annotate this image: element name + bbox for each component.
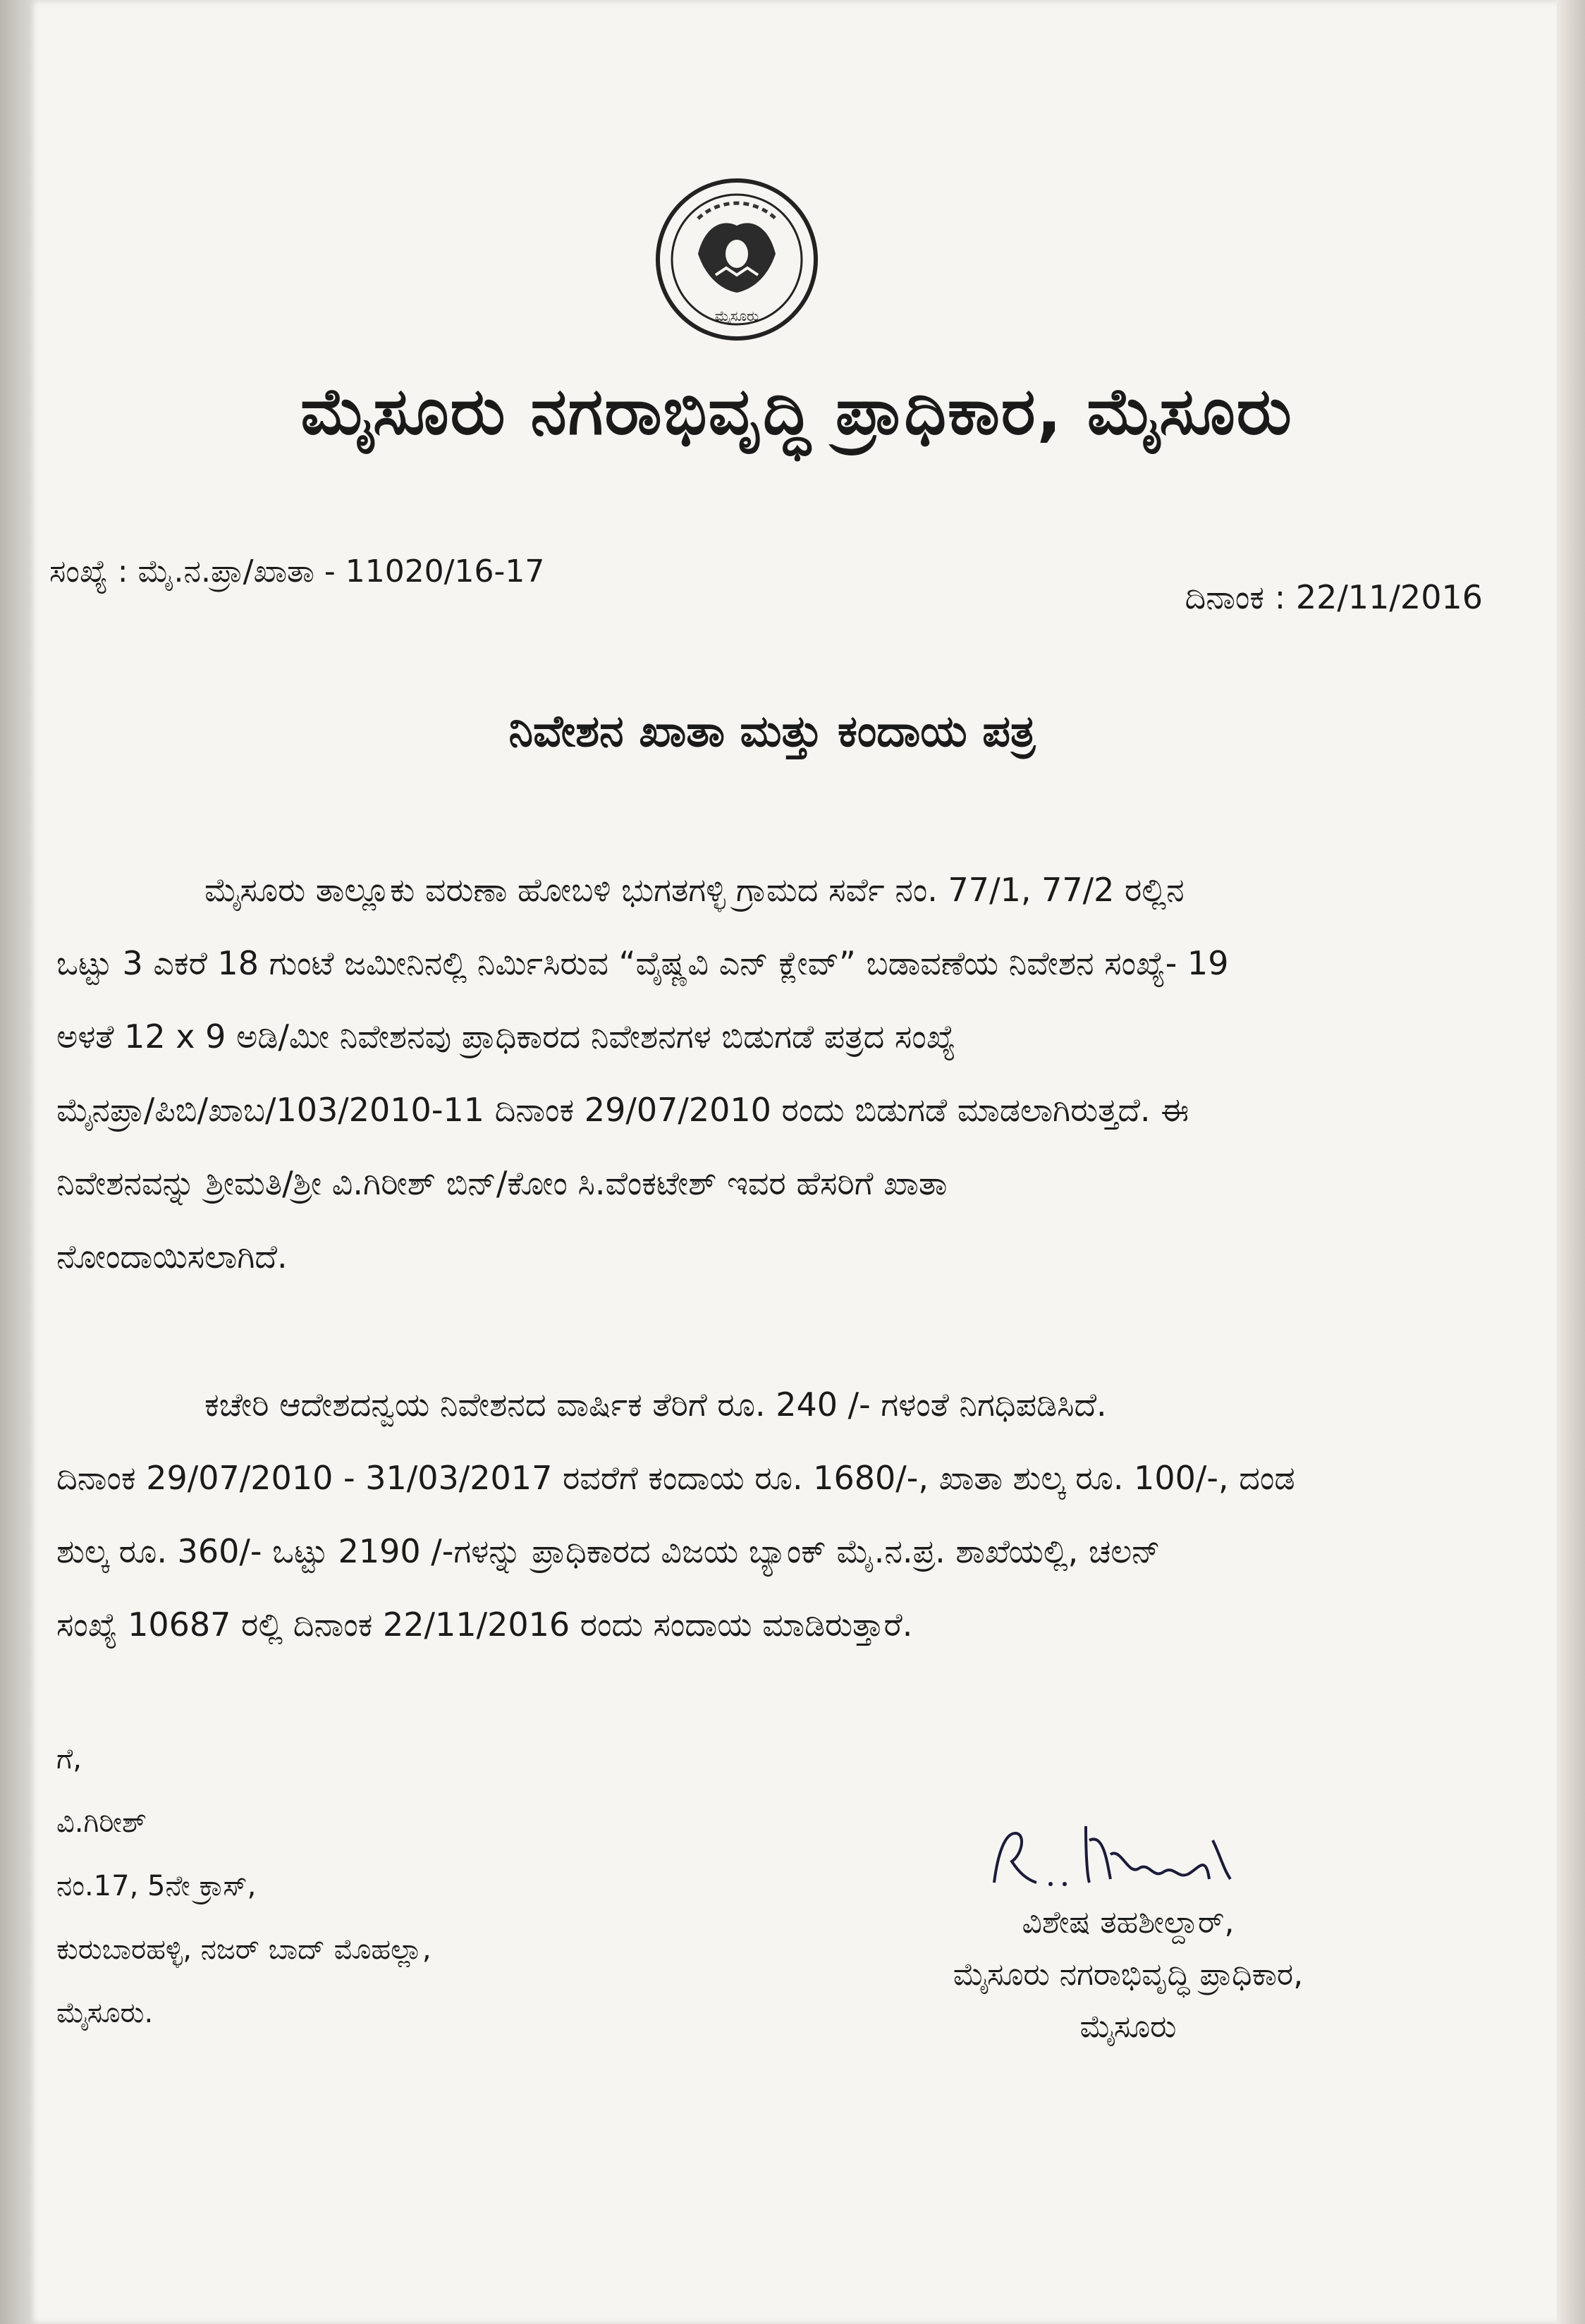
signatory-line: ಮೈಸೂರು ನಗರಾಭಿವೃದ್ಧಿ ಪ್ರಾಧಿಕಾರ, xyxy=(953,1957,1304,1993)
page-right-edge xyxy=(1557,0,1585,2324)
paragraph-line: ಮೈನಪ್ರಾ/ಪಿಬಿ/ಖಾಬ/103/2010-11 ದಿನಾಂಕ 29/07/2010 ರಂದು ಬಿಡುಗಡೆ ಮಾಡಲಾಗಿರುತ್ತದೆ. ಈ xyxy=(56,1091,1189,1129)
signatory-line: ವಿಶೇಷ ತಹಶೀಲ್ದಾರ್, xyxy=(1022,1904,1235,1940)
paragraph-line: ಕಚೇರಿ ಆದೇಶದನ್ವಯ ನಿವೇಶನದ ವಾರ್ಷಿಕ ತೆರಿಗೆ ರೂ. 240 /- ಗಳಂತೆ ನಿಗಧಿಪಡಿಸಿದೆ. xyxy=(204,1386,1107,1424)
addressee-line: ಕುರುಬಾರಹಳ್ಳಿ, ನಜರ್ ಬಾದ್ ಮೊಹಲ್ಲಾ, xyxy=(56,1933,432,1966)
paragraph-line: ನಿವೇಶನವನ್ನು ಶ್ರೀಮತಿ/ಶ್ರೀ ವಿ.ಗಿರೀಶ್ ಬಿನ್/ಕೋಂ ಸಿ.ವೆಂಕಟೇಶ್ ಇವರ ಹೆಸರಿಗೆ ಖಾತಾ xyxy=(56,1164,948,1202)
body-paragraph-2 xyxy=(56,1368,1495,1661)
addressee-line: ಗೆ, xyxy=(56,1743,82,1775)
authority-seal-icon xyxy=(649,169,825,353)
paragraph-line: ಅಳತೆ 12 x 9 ಅಡಿ/ಮೀ ನಿವೇಶನವು ಪ್ರಾಧಿಕಾರದ ನಿವೇಶನಗಳ ಬಿಡುಗಡೆ ಪತ್ರದ ಸಂಖ್ಯೆ xyxy=(56,1017,956,1056)
reference-number: ಸಂಖ್ಯೆ : ಮೈ.ನ.ಪ್ರಾ/ಖಾತಾ - 11020/16-17 xyxy=(49,554,545,589)
paragraph-line: ಮೈಸೂರು ತಾಲ್ಲೂಕು ವರುಣಾ ಹೋಬಳಿ ಭುಗತಗಳ್ಳಿ ಗ್ರಾಮದ ಸರ್ವೆ ನಂ. 77/1, 77/2 ರಲ್ಲಿನ xyxy=(204,871,1185,909)
signatory-line: ಮೈಸೂರು xyxy=(1079,2009,1177,2045)
addressee-line: ನಂ.17, 5ನೇ ಕ್ರಾಸ್, xyxy=(56,1870,257,1902)
addressee-line: ವಿ.ಗಿರೀಶ್ xyxy=(56,1806,147,1839)
paragraph-line: ನೋಂದಾಯಿಸಲಾಗಿದೆ. xyxy=(56,1237,288,1276)
authority-title: ಮೈಸೂರು ನಗರಾಭಿವೃದ್ಧಿ ಪ್ರಾಧಿಕಾರ, ಮೈಸೂರು xyxy=(300,374,1293,449)
paragraph-line: ಶುಲ್ಕ ರೂ. 360/- ಒಟ್ಟು 2190 /-ಗಳನ್ನು ಪ್ರಾಧಿಕಾರದ ವಿಜಯ ಬ್ಯಾಂಕ್ ಮೈ.ನ.ಪ್ರ. ಶಾಖೆಯಲ್ಲಿ, ಚಲನ್ xyxy=(56,1532,1161,1570)
body-paragraph-1 xyxy=(56,853,1495,1293)
addressee-block xyxy=(56,1727,432,2045)
document-date: ದಿನಾಂಕ : 22/11/2016 xyxy=(1185,578,1483,616)
paragraph-line: ಸಂಖ್ಯೆ 10687 ರಲ್ಲಿ ದಿನಾಂಕ 22/11/2016 ರಂದು ಸಂದಾಯ ಮಾಡಿರುತ್ತಾರೆ. xyxy=(56,1606,913,1644)
addressee-line: ಮೈಸೂರು. xyxy=(56,1997,154,2029)
signatory-block xyxy=(846,1897,1410,2053)
handwritten-signature xyxy=(987,1812,1255,1904)
seal-label: ಮೈಸೂರು xyxy=(714,307,759,324)
document-heading: ನಿವೇಶನ ಖಾತಾ ಮತ್ತು ಕಂದಾಯ ಪತ್ರ xyxy=(508,705,1036,757)
paragraph-line: ದಿನಾಂಕ 29/07/2010 - 31/03/2017 ರವರೆಗೆ ಕಂದಾಯ ರೂ. 1680/-, ಖಾತಾ ಶುಲ್ಕ ರೂ. 100/-, ದಂಡ xyxy=(56,1459,1295,1497)
paragraph-line: ಒಟ್ಟು 3 ಎಕರೆ 18 ಗುಂಟೆ ಜಮೀನಿನಲ್ಲಿ ನಿರ್ಮಿಸಿರುವ “ವೈಷ್ಣವಿ ಎನ್ ಕ್ಲೇವ್” ಬಡಾವಣೆಯ ನಿವೇಶನ ಸಂಖ್ಯೆ- 19 xyxy=(56,944,1229,982)
